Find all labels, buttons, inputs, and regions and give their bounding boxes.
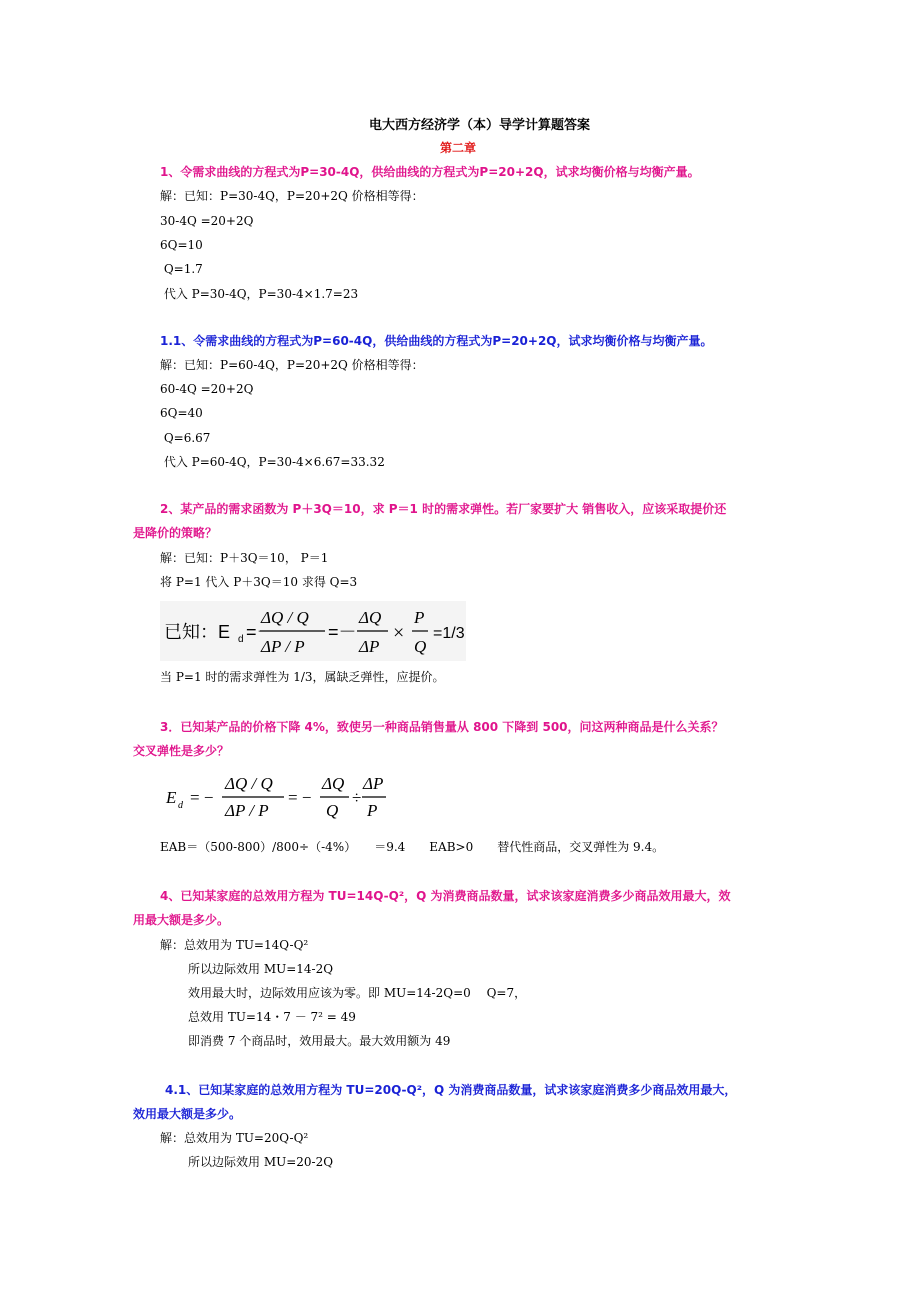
q1-1-line: Q=6.67 <box>160 431 211 445</box>
q1-1-line: 6Q=40 <box>160 406 203 420</box>
q2-line: 将 P=1 代入 P＋3Q＝10 求得 Q=3 <box>160 575 358 589</box>
formula-num1: ΔQ / Q <box>225 774 273 793</box>
doc-title: 电大西方经济学（本）导学计算题答案 <box>369 118 591 133</box>
q1-1-line: 解：已知：P=60-4Q，P=20+2Q 价格相等得： <box>160 358 424 372</box>
formula-result: =1/3 <box>433 625 465 642</box>
formula-eq: = − <box>190 788 214 807</box>
q4-line: 效用最大时，边际效用应该为零。即 MU=14-2Q=0 Q=7， <box>188 986 527 1000</box>
cross-elasticity-formula <box>160 770 390 826</box>
formula-den1: ΔP / P <box>261 637 305 656</box>
formula-div: ÷ <box>352 788 362 807</box>
formula-eq2: = − <box>288 788 312 807</box>
q1-line: 6Q=10 <box>160 238 203 252</box>
question-3-line1: 3．已知某产品的价格下降 4%，致使另一种商品销售量从 800 下降到 500，问这两种商品是什么关系？ <box>160 720 724 734</box>
question-2-line1: 2、某产品的需求函数为 P＋3Q＝10，求 P＝1 时的需求弹性。若厂家要扩大 销售收入，应该采取提价还 <box>160 502 727 516</box>
q4-1-line: 所以边际效用 MU=20-2Q <box>188 1155 334 1169</box>
formula-den1: ΔP / P <box>225 801 269 820</box>
question-3-line2: 交叉弹性是多少？ <box>133 744 230 758</box>
formula-sub: d <box>238 634 244 645</box>
formula-lhs: E <box>166 788 177 807</box>
cross-elasticity-formula-image <box>160 770 390 826</box>
q4-line: 解：总效用为 TU=14Q-Q² <box>160 938 309 952</box>
q1-1-line: 代入 P=60-4Q，P=30-4×6.67=33.32 <box>160 455 385 469</box>
chapter-heading: 第二章 <box>440 141 477 155</box>
formula-eq2: =－ <box>328 622 357 642</box>
question-4-1-line2: 效用最大额是多少。 <box>133 1107 242 1121</box>
formula-den3: Q <box>414 637 427 656</box>
q2-conclusion: 当 P=1 时的需求弹性为 1/3，属缺乏弹性，应提价。 <box>160 670 445 684</box>
q4-line: 总效用 TU=14・7 － 7² = 49 <box>188 1010 356 1024</box>
q1-line: Q=1.7 <box>160 262 203 276</box>
q1-line: 30-4Q =20+2Q <box>160 214 254 228</box>
formula-sub: d <box>178 800 183 811</box>
question-2-line2: 是降价的策略？ <box>133 526 218 540</box>
question-1: 1、令需求曲线的方程式为P=30-4Q，供给曲线的方程式为P=20+2Q，试求均衡价格与均衡产量。 <box>160 165 700 179</box>
formula-num1: ΔQ / Q <box>261 608 309 627</box>
question-4-line1: 4、已知某家庭的总效用方程为 TU=14Q-Q²，Q 为消费商品数量，试求该家庭消费多少商品效用最大，效 <box>160 889 731 903</box>
formula-num2: ΔQ <box>359 608 382 627</box>
formula-num3: ΔP <box>363 774 384 793</box>
q1-line: 解：已知：P=30-4Q，P=20+2Q 价格相等得： <box>160 189 424 203</box>
q1-line: 代入 P=30-4Q，P=30-4×1.7=23 <box>160 287 359 301</box>
formula-den2: Q <box>326 801 339 820</box>
question-4-line2: 用最大额是多少。 <box>133 913 230 927</box>
q2-line: 解：已知：P＋3Q＝10， P＝1 <box>160 551 329 565</box>
formula-num3: P <box>414 608 425 627</box>
formula-prefix: 已知：E <box>164 622 231 642</box>
formula-den3: P <box>367 801 378 820</box>
question-1-1: 1.1、令需求曲线的方程式为P=60-4Q，供给曲线的方程式为P=20+2Q，试求均衡价格与均衡产量。 <box>160 334 713 348</box>
q4-line: 所以边际效用 MU=14-2Q <box>188 962 334 976</box>
q1-1-line: 60-4Q =20+2Q <box>160 382 254 396</box>
formula-num2: ΔQ <box>322 774 345 793</box>
formula-eq: =－ <box>246 622 275 642</box>
elasticity-formula-image <box>160 601 466 661</box>
question-4-1-line1: 4.1、已知某家庭的总效用方程为 TU=20Q-Q²，Q 为消费商品数量，试求该家庭消费多少商品效用最大， <box>165 1083 737 1097</box>
q3-answer: EAB＝（500-800）/800÷（-4%） ＝9.4 EAB>0 替代性商品，交叉弹性为 9.4。 <box>160 840 665 854</box>
q4-line: 即消费 7 个商品时，效用最大。最大效用额为 49 <box>188 1034 451 1048</box>
formula-den2: ΔP <box>359 637 380 656</box>
elasticity-formula <box>160 601 466 661</box>
q4-1-line: 解：总效用为 TU=20Q-Q² <box>160 1131 309 1145</box>
formula-times: × <box>393 622 405 644</box>
